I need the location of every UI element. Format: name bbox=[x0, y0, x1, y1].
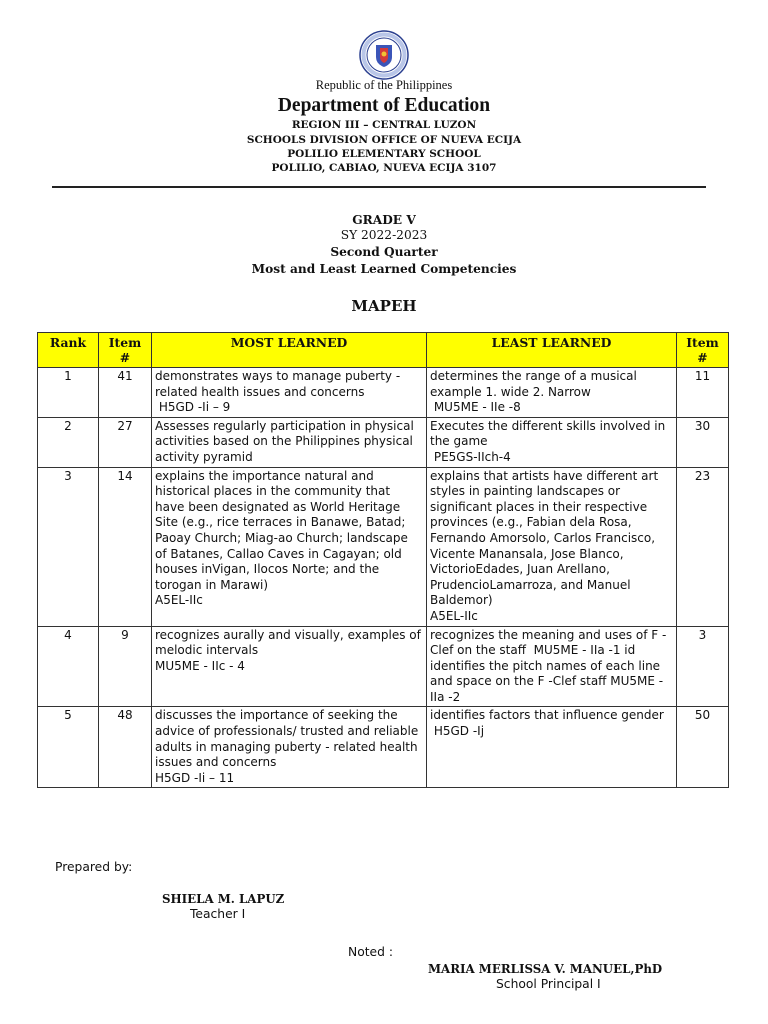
header-divider bbox=[52, 186, 706, 188]
grade-title: GRADE V bbox=[352, 213, 416, 227]
school-year: SY 2022-2023 bbox=[340, 228, 428, 242]
department-name: Department of Education bbox=[277, 95, 491, 116]
table-row bbox=[38, 368, 729, 418]
most-learned-cell-line: explains the importance natural and historical places in the community that have been designated as World Heritage Site (e.g., rice terraces in Banawe, Batad; Paoay Church; Miag-ao Church; landscape of Batanes, Callao Caves in Cagayan; old houses inVigan, Ilocos Norte; and the torogan in Marawi) bbox=[155, 468, 412, 592]
most-learned-cell-line: recognizes aurally and visually, examples of melodic intervals bbox=[155, 627, 425, 658]
most-learned-cell bbox=[152, 417, 427, 467]
principal-name: MARIA MERLISSA V. MANUEL,PhD bbox=[428, 962, 663, 976]
address-region: REGION III – CENTRAL LUZON bbox=[291, 119, 477, 131]
item-least-cell: 30 bbox=[677, 417, 729, 467]
most-learned-cell bbox=[152, 368, 427, 418]
least-learned-cell bbox=[427, 467, 677, 626]
least-learned-cell-line: identifies the pitch names of each line and space on the F -Clef staff MU5ME - IIa -2 bbox=[430, 658, 667, 704]
least-learned-cell bbox=[427, 707, 677, 788]
least-learned-cell-line: H5GD -Ij bbox=[430, 724, 485, 739]
rank-cell: 1 bbox=[38, 368, 99, 418]
item-most-cell: 41 bbox=[99, 368, 152, 418]
table-header-row bbox=[38, 333, 729, 368]
address-location: POLILIO, CABIAO, NUEVA ECIJA 3107 bbox=[271, 162, 497, 174]
quarter-title: Second Quarter bbox=[330, 245, 438, 259]
table-row bbox=[38, 417, 729, 467]
address-division: SCHOOLS DIVISION OFFICE OF NUEVA ECIJA bbox=[246, 134, 522, 146]
most-learned-cell-line: MU5ME - IIc - 4 bbox=[155, 658, 245, 673]
column-header-least-learned: LEAST LEARNED bbox=[427, 333, 677, 368]
item-least-cell: 3 bbox=[677, 626, 729, 707]
least-learned-cell bbox=[427, 417, 677, 467]
least-learned-cell-line: explains that artists have different art styles in painting landscapes or significant places in their respective provinces (e.g., Fabian dela Rosa, Fernando Amorsolo, Carlos Francisco, Vicente Manansala, Jose Blanco, VictorioEdades, Juan Arellano, PrudencioLamarroza, and Manuel Baldemor) bbox=[430, 468, 662, 608]
least-learned-cell-line: A5EL-IIc bbox=[430, 608, 478, 623]
most-learned-cell bbox=[152, 707, 427, 788]
republic-line: Republic of the Philippines bbox=[315, 78, 453, 92]
table-row bbox=[38, 707, 729, 788]
table-row bbox=[38, 467, 729, 626]
address-school: POLILIO ELEMENTARY SCHOOL bbox=[287, 148, 481, 160]
teacher-name: SHIELA M. LAPUZ bbox=[162, 892, 285, 906]
most-learned-cell bbox=[152, 626, 427, 707]
teacher-position: Teacher I bbox=[190, 907, 246, 921]
competencies-heading: Most and Least Learned Competencies bbox=[251, 262, 517, 276]
item-least-cell: 11 bbox=[677, 368, 729, 418]
most-learned-cell bbox=[152, 467, 427, 626]
least-learned-cell-line: recognizes the meaning and uses of F -Clef on the staff MU5ME - IIa -1 id bbox=[430, 627, 667, 658]
noted-label: Noted : bbox=[348, 945, 393, 959]
deped-seal-logo bbox=[359, 30, 409, 80]
item-most-cell: 48 bbox=[99, 707, 152, 788]
competencies-table bbox=[37, 332, 729, 788]
item-most-cell: 9 bbox=[99, 626, 152, 707]
table-row bbox=[38, 626, 729, 707]
prepared-by-label: Prepared by: bbox=[55, 860, 133, 874]
principal-position: School Principal I bbox=[496, 977, 601, 991]
most-learned-cell-line: Assesses regularly participation in physical activities based on the Philippines physical activity pyramid bbox=[155, 418, 418, 464]
item-least-cell: 50 bbox=[677, 707, 729, 788]
column-header-rank: Rank bbox=[38, 333, 99, 368]
most-learned-cell-line: A5EL-IIc bbox=[155, 593, 203, 608]
rank-cell: 5 bbox=[38, 707, 99, 788]
subject-title: MAPEH bbox=[351, 297, 417, 315]
item-most-cell: 14 bbox=[99, 467, 152, 626]
table-body bbox=[38, 368, 729, 788]
rank-cell: 2 bbox=[38, 417, 99, 467]
column-header-item-least: Item # bbox=[677, 333, 729, 368]
least-learned-cell-line: determines the range of a musical example 1. wide 2. Narrow bbox=[430, 369, 641, 399]
most-learned-cell-line: H5GD -Ii – 9 bbox=[155, 400, 231, 415]
least-learned-cell bbox=[427, 626, 677, 707]
least-learned-cell-line: Executes the different skills involved in the game bbox=[430, 418, 670, 449]
most-learned-cell-line: demonstrates ways to manage puberty - related health issues and concerns bbox=[155, 369, 404, 399]
rank-cell: 3 bbox=[38, 467, 99, 626]
least-learned-cell-line: identifies factors that influence gender bbox=[430, 708, 664, 723]
item-most-cell: 27 bbox=[99, 417, 152, 467]
least-learned-cell-line: MU5ME - IIe -8 bbox=[430, 400, 521, 415]
column-header-most-learned: MOST LEARNED bbox=[152, 333, 427, 368]
most-learned-cell-line: H5GD -Ii – 11 bbox=[155, 770, 235, 785]
column-header-item-most: Item # bbox=[99, 333, 152, 368]
least-learned-cell bbox=[427, 368, 677, 418]
most-learned-cell-line: discusses the importance of seeking the advice of professionals/ trusted and reliable adults in managing puberty - related health issues and concerns bbox=[155, 708, 423, 770]
least-learned-cell-line: PE5GS-IIch-4 bbox=[430, 449, 511, 464]
rank-cell: 4 bbox=[38, 626, 99, 707]
item-least-cell: 23 bbox=[677, 467, 729, 626]
